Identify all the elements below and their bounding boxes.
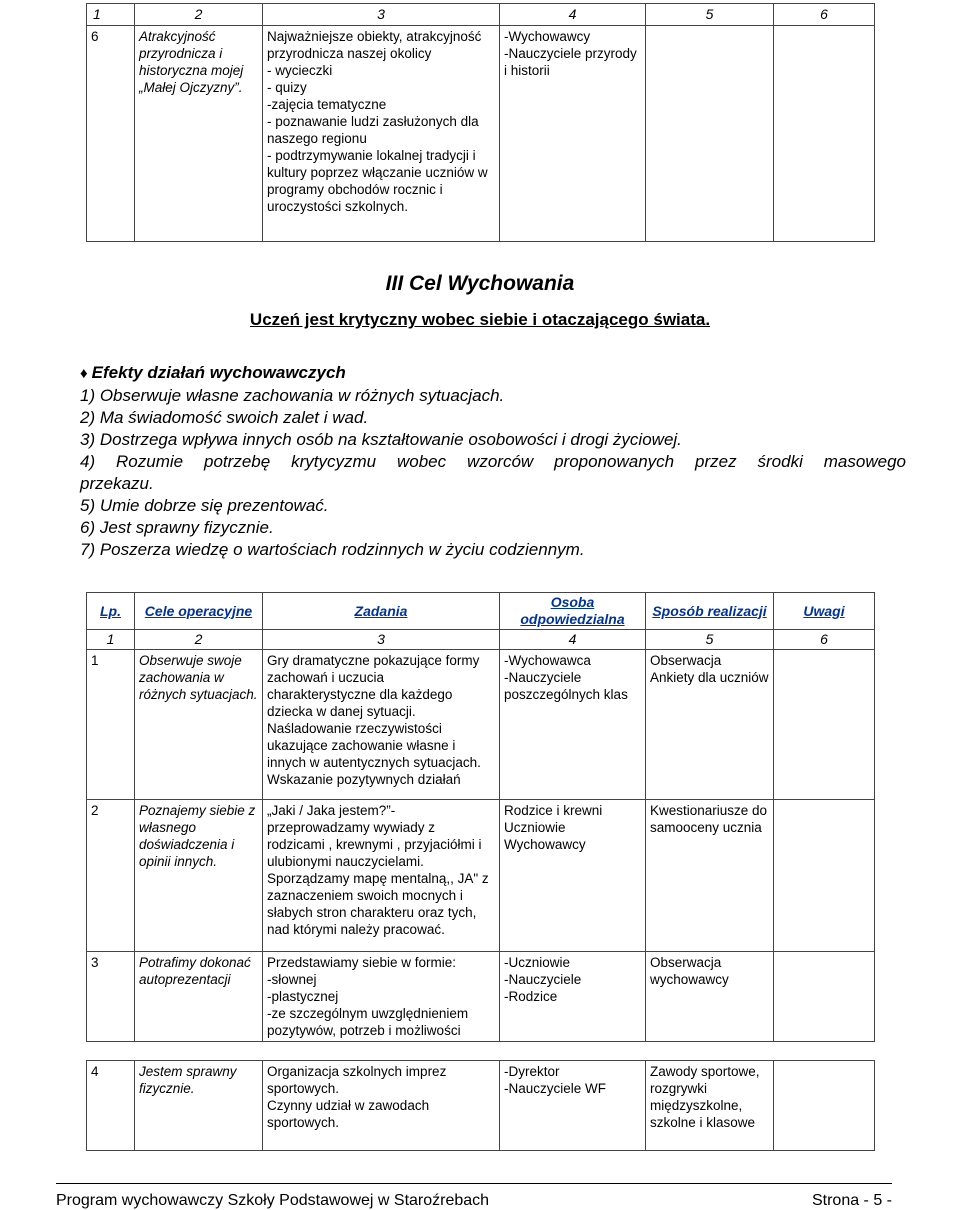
page-number: Strona - 5 -	[811, 1192, 892, 1209]
col-number: 5	[646, 630, 774, 650]
col-number: 5	[646, 4, 774, 26]
effect-item: 3) Dostrzega wpływa innych osób na kształtowanie osobowości i drogi życiowej.	[80, 430, 682, 449]
col-number: 1	[87, 630, 135, 650]
row-goal: Jestem sprawny fizycznie.	[135, 1061, 263, 1151]
row-tasks: Najważniejsze obiekty, atrakcyjność przyrodnicza naszej okolicy - wycieczki - quizy -zajęcia tematyczne - poznawanie ludzi zasłużonych dla naszego regionu - podtrzymywanie lokalnej tradycji i kultury poprzez włączanie uczniów w programy obchodów rocznic i uroczystości szkolnych.	[263, 26, 500, 242]
row-goal: Atrakcyjność przyrodnicza i historyczna mojej „Małej Ojczyzny”.	[135, 26, 263, 242]
row-notes	[774, 952, 875, 1042]
row-notes	[774, 800, 875, 952]
effects-list	[80, 362, 906, 561]
row-lp: 2	[87, 800, 135, 952]
row-lp: 4	[87, 1061, 135, 1151]
row-lp: 3	[87, 952, 135, 1042]
main-table	[86, 592, 875, 1151]
header-row	[87, 593, 875, 630]
effect-item: 6) Jest sprawny fizycznie.	[80, 518, 274, 537]
effect-item: 1) Obserwuje własne zachowania w różnych sytuacjach.	[80, 386, 505, 405]
column-number-row	[87, 630, 875, 650]
header-notes: Uwagi	[774, 593, 875, 630]
row-lp: 6	[87, 26, 135, 242]
effects-heading: ♦ Efekty działań wychowawczych	[80, 363, 346, 382]
footer-title: Program wychowawczy Szkoły Podstawowej w Staroźrebach	[56, 1192, 490, 1209]
row-tasks: Przedstawiamy siebie w formie: -słownej -plastycznej -ze szczególnym uwzględnieniem pozytywów, potrzeb i możliwości	[263, 952, 500, 1042]
header-goals: Cele operacyjne	[135, 593, 263, 630]
table-row	[87, 1061, 875, 1151]
row-responsible: -Dyrektor -Nauczyciele WF	[500, 1061, 646, 1151]
row-notes	[774, 1061, 875, 1151]
col-number: 2	[135, 4, 263, 26]
row-method: Obserwacja Ankiety dla uczniów	[646, 650, 774, 800]
col-number: 3	[263, 4, 500, 26]
row-goal: Poznajemy siebie z własnego doświadczenia i opinii innych.	[135, 800, 263, 952]
header-responsible: Osoba odpowiedzialna	[500, 593, 646, 630]
table-gap	[87, 1042, 875, 1061]
col-number: 2	[135, 630, 263, 650]
page-footer	[56, 1183, 892, 1210]
row-notes	[774, 650, 875, 800]
diamond-bullet-icon: ♦	[80, 365, 88, 382]
row-method: Obserwacja wychowawcy	[646, 952, 774, 1042]
row-responsible: -Wychowawca -Nauczyciele poszczególnych klas	[500, 650, 646, 800]
row-responsible: -Uczniowie -Nauczyciele -Rodzice	[500, 952, 646, 1042]
col-number: 4	[500, 4, 646, 26]
row-responsible: Rodzice i krewni Uczniowie Wychowawcy	[500, 800, 646, 952]
row-tasks: Organizacja szkolnych imprez sportowych. Czynny udział w zawodach sportowych.	[263, 1061, 500, 1151]
row-responsible: -Wychowawcy -Nauczyciele przyrody i historii	[500, 26, 646, 242]
effect-item: 5) Umie dobrze się prezentować.	[80, 496, 329, 515]
effect-item: przekazu.	[80, 474, 154, 493]
row-method: Kwestionariusze do samooceny ucznia	[646, 800, 774, 952]
row-lp: 1	[87, 650, 135, 800]
header-lp: Lp.	[87, 593, 135, 630]
table-row	[87, 26, 875, 242]
table-row	[87, 952, 875, 1042]
row-notes	[774, 26, 875, 242]
section-title: III Cel Wychowania	[385, 272, 575, 295]
header-method: Sposób realizacji	[646, 593, 774, 630]
col-number: 4	[500, 630, 646, 650]
top-table	[86, 3, 875, 242]
effect-item: 4) Rozumie potrzebę krytycyzmu wobec wzorców proponowanych przez środki masowego	[80, 452, 906, 471]
header-tasks: Zadania	[263, 593, 500, 630]
row-method	[646, 26, 774, 242]
col-number: 6	[774, 4, 875, 26]
effect-item: 2) Ma świadomość swoich zalet i wad.	[80, 408, 369, 427]
table-row	[87, 800, 875, 952]
table-row	[87, 650, 875, 800]
row-goal: Obserwuje swoje zachowania w różnych sytuacjach.	[135, 650, 263, 800]
section-motto: Uczeń jest krytyczny wobec siebie i otaczającego świata.	[249, 310, 711, 329]
col-number: 1	[87, 4, 135, 26]
col-number: 3	[263, 630, 500, 650]
row-tasks: „Jaki / Jaka jestem?”- przeprowadzamy wywiady z rodzicami , krewnymi , przyjaciółmi i ulubionymi nauczycielami. Sporządzamy mapę mentalną,, JA" z zaznaczeniem swoich mocnych i słabych stron charakteru oraz tych, nad którymi należy pracować.	[263, 800, 500, 952]
col-number: 6	[774, 630, 875, 650]
row-tasks: Gry dramatyczne pokazujące formy zachowań i uczucia charakterystyczne dla każdego dziecka w danej sytuacji. Naśladowanie rzeczywistości ukazujące zachowanie własne i innych w autentycznych sytuacjach. Wskazanie pozytywnych działań	[263, 650, 500, 800]
effect-item: 7) Poszerza wiedzę o wartościach rodzinnych w życiu codziennym.	[80, 540, 585, 559]
row-goal: Potrafimy dokonać autoprezentacji	[135, 952, 263, 1042]
row-method: Zawody sportowe, rozgrywki międzyszkolne, szkolne i klasowe	[646, 1061, 774, 1151]
column-number-row	[87, 4, 875, 26]
